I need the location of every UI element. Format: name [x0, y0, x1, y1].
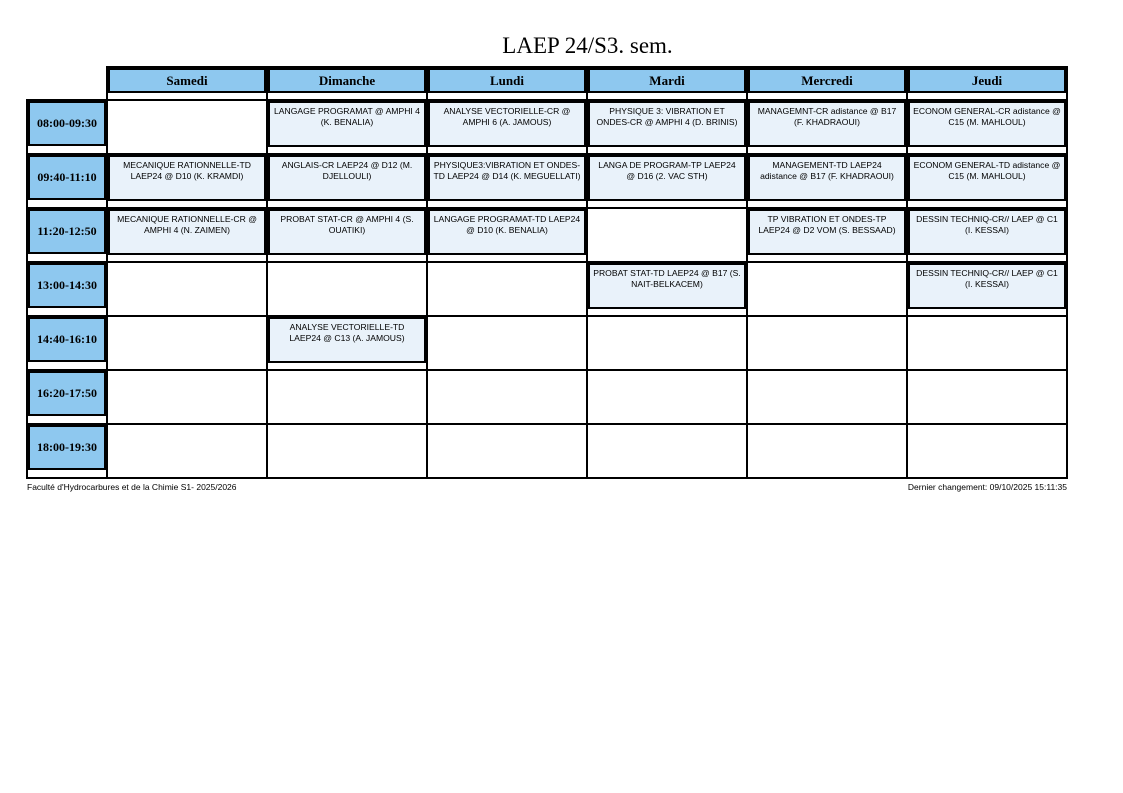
- schedule-slot: [907, 154, 1067, 208]
- day-header-cell: [427, 67, 587, 100]
- schedule-slot: [587, 208, 747, 262]
- course-entry[interactable]: DESSIN TECHNIQ-CR// LAEP @ C1 (I. KESSAI): [908, 263, 1066, 309]
- schedule-slot: [747, 316, 907, 370]
- schedule-slot: [907, 424, 1067, 478]
- schedule-slot: [907, 370, 1067, 424]
- time-cell: [27, 100, 107, 154]
- course-entry[interactable]: PHYSIQUE3:VIBRATION ET ONDES-TD LAEP24 @ D14 (K. MEGUELLATI): [428, 155, 586, 201]
- time-row: [27, 370, 1067, 424]
- schedule-slot: [427, 316, 587, 370]
- day-header-cell: [107, 67, 267, 100]
- schedule-slot: [747, 100, 907, 154]
- time-slot-label: 14:40-16:10: [28, 317, 106, 362]
- schedule-slot: [107, 100, 267, 154]
- time-cell: [27, 424, 107, 478]
- schedule-slot: [267, 424, 427, 478]
- schedule-slot: [107, 424, 267, 478]
- time-cell: [27, 154, 107, 208]
- schedule-slot: [427, 424, 587, 478]
- course-entry[interactable]: LANGAGE PROGRAMAT-TD LAEP24 @ D10 (K. BENALIA): [428, 209, 586, 255]
- page-title: LAEP 24/S3. sem.: [502, 33, 673, 58]
- course-entry[interactable]: DESSIN TECHNIQ-CR// LAEP @ C1 (I. KESSAI): [908, 209, 1066, 255]
- time-row: [27, 316, 1067, 370]
- schedule-slot: [267, 208, 427, 262]
- schedule-slot: [747, 262, 907, 316]
- course-entry[interactable]: ANALYSE VECTORIELLE-CR @ AMPHI 6 (A. JAMOUS): [428, 101, 586, 147]
- schedule-slot: [107, 262, 267, 316]
- schedule-slot: [587, 100, 747, 154]
- schedule-slot: [107, 316, 267, 370]
- schedule-slot: [267, 370, 427, 424]
- course-entry[interactable]: MECANIQUE RATIONNELLE-TD LAEP24 @ D10 (K. KRAMDI): [108, 155, 266, 201]
- schedule-slot: [427, 370, 587, 424]
- schedule-slot: [747, 370, 907, 424]
- time-slot-label: 11:20-12:50: [28, 209, 106, 254]
- time-cell: [27, 262, 107, 316]
- course-entry[interactable]: MANAGEMENT-TD LAEP24 adistance @ B17 (F. KHADRAOUI): [748, 155, 906, 201]
- corner-cell: [27, 67, 107, 100]
- schedule-slot: [267, 262, 427, 316]
- schedule-slot: [587, 154, 747, 208]
- time-slot-label: 18:00-19:30: [28, 425, 106, 470]
- course-entry[interactable]: PHYSIQUE 3: VIBRATION ET ONDES-CR @ AMPHI 4 (D. BRINIS): [588, 101, 746, 147]
- schedule-slot: [267, 100, 427, 154]
- course-entry[interactable]: MANAGEMNT-CR adistance @ B17 (F. KHADRAOUI): [748, 101, 906, 147]
- schedule-slot: [907, 208, 1067, 262]
- footer-last-change: Dernier changement: 09/10/2025 15:11:35: [907, 482, 1067, 492]
- course-entry[interactable]: ANALYSE VECTORIELLE-TD LAEP24 @ C13 (A. JAMOUS): [268, 317, 426, 363]
- schedule-slot: [907, 100, 1067, 154]
- schedule-slot: [587, 262, 747, 316]
- schedule-slot: [747, 154, 907, 208]
- day-header-lundi: Lundi: [428, 68, 586, 93]
- schedule-slot: [267, 316, 427, 370]
- schedule-slot: [427, 208, 587, 262]
- schedule-slot: [747, 424, 907, 478]
- schedule-slot: [107, 370, 267, 424]
- course-entry[interactable]: ANGLAIS-CR LAEP24 @ D12 (M. DJELLOULI): [268, 155, 426, 201]
- time-slot-label: 08:00-09:30: [28, 101, 106, 146]
- time-cell: [27, 316, 107, 370]
- schedule-slot: [267, 154, 427, 208]
- time-slot-label: 09:40-11:10: [28, 155, 106, 200]
- schedule-slot: [747, 208, 907, 262]
- day-header-cell: [747, 67, 907, 100]
- day-header-cell: [587, 67, 747, 100]
- time-row: [27, 154, 1067, 208]
- time-slot-label: 13:00-14:30: [28, 263, 106, 308]
- day-header-samedi: Samedi: [108, 68, 266, 93]
- time-row: [27, 262, 1067, 316]
- day-header-mercredi: Mercredi: [748, 68, 906, 93]
- day-header-row: [27, 67, 1067, 100]
- time-row: [27, 208, 1067, 262]
- schedule-slot: [427, 154, 587, 208]
- schedule-slot: [587, 370, 747, 424]
- course-entry[interactable]: TP VIBRATION ET ONDES-TP LAEP24 @ D2 VOM (S. BESSAAD): [748, 209, 906, 255]
- schedule-slot: [427, 100, 587, 154]
- day-header-mardi: Mardi: [588, 68, 746, 93]
- time-cell: [27, 370, 107, 424]
- course-entry[interactable]: ECONOM GENERAL-CR adistance @ C15 (M. MAHLOUL): [908, 101, 1066, 147]
- day-header-dimanche: Dimanche: [268, 68, 426, 93]
- schedule-slot: [587, 316, 747, 370]
- day-header-jeudi: Jeudi: [908, 68, 1066, 93]
- time-row: [27, 100, 1067, 154]
- schedule-slot: [587, 424, 747, 478]
- time-row: [27, 424, 1067, 478]
- footer-faculty: Faculté d'Hydrocarbures et de la Chimie S1- 2025/2026: [27, 482, 237, 492]
- schedule-slot: [427, 262, 587, 316]
- schedule-slot: [107, 208, 267, 262]
- schedule-slot: [107, 154, 267, 208]
- day-header-cell: [267, 67, 427, 100]
- course-entry[interactable]: ECONOM GENERAL-TD adistance @ C15 (M. MAHLOUL): [908, 155, 1066, 201]
- course-entry[interactable]: PROBAT STAT-CR @ AMPHI 4 (S. OUATIKI): [268, 209, 426, 255]
- course-entry[interactable]: LANGA DE PROGRAM-TP LAEP24 @ D16 (2. VAC STH): [588, 155, 746, 201]
- schedule-slot: [907, 316, 1067, 370]
- course-entry[interactable]: LANGAGE PROGRAMAT @ AMPHI 4 (K. BENALIA): [268, 101, 426, 147]
- day-header-cell: [907, 67, 1067, 100]
- course-entry[interactable]: PROBAT STAT-TD LAEP24 @ B17 (S. NAIT-BELKACEM): [588, 263, 746, 309]
- time-slot-label: 16:20-17:50: [28, 371, 106, 416]
- course-entry[interactable]: MECANIQUE RATIONNELLE-CR @ AMPHI 4 (N. ZAIMEN): [108, 209, 266, 255]
- time-cell: [27, 208, 107, 262]
- timetable: [26, 66, 1068, 479]
- schedule-slot: [907, 262, 1067, 316]
